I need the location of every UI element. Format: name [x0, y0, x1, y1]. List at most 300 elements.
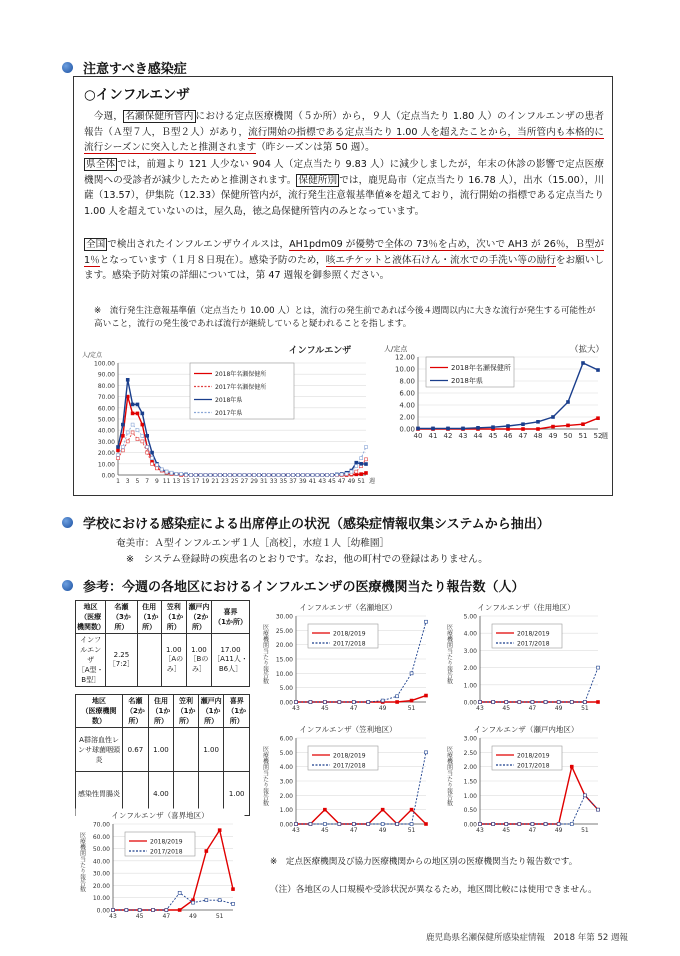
y-tick-label: 0.00 [279, 699, 293, 707]
data-point [311, 474, 314, 477]
data-point [597, 701, 600, 704]
data-point [136, 438, 139, 441]
data-point [340, 473, 343, 476]
table-cell: 感染性胃腸炎 [76, 772, 123, 816]
school-absence-note: ※ システム登録時の疾患名のとおりです。なお，他の町村での登録はありません。 [126, 554, 488, 565]
y-tick-label: 10.00 [394, 365, 415, 374]
data-point [381, 823, 384, 826]
y-tick-label: 0.00 [96, 907, 110, 915]
data-point [175, 472, 178, 475]
y-tick-label: 5.00 [279, 685, 293, 693]
x-tick-label: 13 [172, 478, 181, 485]
data-point [338, 823, 341, 826]
data-point [316, 474, 319, 477]
data-point [151, 451, 154, 454]
data-point [131, 431, 134, 434]
x-tick-label: 51 [407, 827, 416, 834]
data-point [570, 701, 573, 704]
table-cell: 1.00 [224, 772, 250, 816]
data-point [301, 474, 304, 477]
chart-title: インフルエンザ（住用地区） [477, 603, 575, 612]
table1-header-cell: 喜界 （1か所） [212, 601, 250, 634]
x-tick-label: 47 [518, 432, 528, 440]
data-point [323, 808, 326, 811]
legend-label: 2018/2019 [517, 752, 550, 760]
data-point [425, 823, 428, 826]
x-tick-label: 45 [321, 705, 329, 712]
data-point [352, 823, 355, 826]
data-point [277, 474, 280, 477]
x-tick-label: 27 [240, 478, 249, 485]
legend-label: 2017/2018 [517, 762, 550, 770]
x-tick-label: 1 [116, 478, 120, 485]
y-tick-label: 3.00 [463, 735, 477, 743]
y-tick-label: 0.00 [463, 821, 477, 829]
data-point [396, 695, 399, 698]
data-point [507, 425, 510, 428]
chart-title: インフルエンザ [288, 346, 352, 356]
table2-header-cell: 笠利 （1か所） [174, 695, 199, 728]
district-other-table [75, 694, 250, 816]
y-tick-label: 10.00 [275, 670, 293, 678]
x-tick-label: 46 [503, 432, 513, 440]
zoom-influenza-chart [382, 341, 610, 445]
x-tick-label: 17 [191, 478, 200, 485]
data-point [282, 474, 285, 477]
y-tick-label: 50.00 [92, 846, 110, 854]
y-tick-label: 2.00 [279, 792, 293, 800]
x-tick-label: 47 [528, 827, 537, 834]
x-tick-label: 29 [250, 478, 258, 485]
data-point [338, 701, 341, 704]
data-point [131, 423, 134, 426]
x-tick-label: 37 [289, 478, 297, 485]
x-tick-label: 19 [201, 478, 210, 485]
table2-header-cell: 喜界 （1か所） [224, 695, 250, 728]
x-tick-label: 47 [337, 478, 346, 485]
data-point [178, 909, 181, 912]
x-tick-label: 48 [533, 432, 543, 440]
data-point [367, 823, 370, 826]
data-point [146, 446, 149, 449]
x-tick-label: 47 [162, 913, 171, 920]
data-point [597, 369, 600, 372]
legend-label: 2018年名瀬保健所 [215, 371, 267, 378]
data-point [381, 808, 384, 811]
data-point [425, 694, 428, 697]
data-point [238, 474, 241, 477]
bullet-icon [62, 62, 73, 73]
section-heading-district: 参考：今週の各地区におけるインフルエンザの医療機関当たり報告数（人） [62, 576, 524, 595]
data-point [352, 701, 355, 704]
data-point [330, 474, 333, 477]
y-tick-label: 15.00 [275, 656, 293, 664]
table-cell [224, 728, 250, 772]
y-tick-label: 20.00 [275, 642, 293, 650]
x-tick-label: 43 [476, 827, 484, 834]
data-point [204, 474, 207, 477]
chart-title: インフルエンザ（名瀬地区） [299, 603, 397, 612]
table1-header-cell: 瀬戸内 （2か所） [186, 601, 211, 634]
x-tick-label: 42 [443, 432, 453, 440]
bullet-icon [62, 517, 73, 528]
data-point [125, 909, 128, 912]
data-point [112, 909, 115, 912]
data-point [355, 470, 358, 473]
data-point [136, 429, 139, 432]
legend-label: 2018年県 [215, 397, 243, 404]
table-cell [137, 634, 161, 687]
x-tick-label: 51 [581, 827, 589, 834]
data-point [425, 620, 428, 623]
y-tick-label: 30.00 [92, 870, 110, 878]
data-point [345, 472, 348, 475]
y-tick-label: 2.00 [463, 665, 477, 673]
y-tick-label: 50.00 [97, 416, 115, 424]
legend-label: 2017/2018 [333, 640, 366, 648]
x-tick-label: 39 [298, 478, 307, 485]
chart-title: インフルエンザ（喜界地区） [111, 811, 209, 820]
y-tick-label: 70.00 [97, 394, 115, 402]
data-point [381, 699, 384, 702]
table2-header-cell: 瀬戸内 （1か所） [198, 695, 224, 728]
y-tick-label: 4.00 [463, 630, 477, 638]
x-tick-label: 43 [476, 705, 484, 712]
section-heading-notable: 注意すべき感染症 [62, 58, 187, 77]
x-tick-label: 25 [230, 478, 239, 485]
paragraph-2: 県全体 では，前週より 121 人少ない 904 人（定点当たり 9.83 人）に減少しましたが，年末の休診の影響で定点医療機関への受診者が減少したためと推測されます。 保健所別 では，鹿児島市（定点当たり 16.78 人），出水（15.00），川薩（13.57），伊集院（12.33）保健所管内が，流行発生注意報基準値※を超えており，流行開始の指標である定点当たり 1.00 人を超えていないのは，屋久島，徳之島保健所管内のみとなっています。 [84, 159, 605, 217]
data-point [243, 474, 246, 477]
data-point [597, 808, 600, 811]
x-tick-label: 49 [554, 827, 563, 834]
data-point [410, 823, 413, 826]
data-point [447, 427, 450, 430]
y-tick-label: 10.00 [92, 895, 110, 903]
x-tick-label: 49 [378, 827, 387, 834]
legend-label: 2018/2019 [333, 752, 366, 760]
data-point [323, 823, 326, 826]
data-point [146, 434, 149, 437]
data-point [218, 899, 221, 902]
legend-label: 2017年県 [215, 410, 243, 417]
x-tick-label: 5 [135, 478, 140, 485]
data-point [205, 899, 208, 902]
x-tick-label: 49 [554, 705, 563, 712]
y-tick-label: 5.00 [463, 613, 477, 621]
x-tick-label: 45 [321, 827, 329, 834]
data-point [583, 701, 586, 704]
data-point [531, 823, 534, 826]
data-point [228, 474, 231, 477]
data-point [479, 701, 482, 704]
data-point [365, 446, 368, 449]
y-tick-label: 8.00 [399, 377, 415, 386]
data-point [178, 891, 181, 894]
x-tick-label: 3 [125, 478, 130, 485]
table-cell: インフルエンザ ［A型・B型］ [76, 634, 106, 687]
y-axis-label: 医療機関当たり報告数 [261, 624, 269, 684]
table-row [76, 728, 250, 772]
data-point [180, 472, 183, 475]
y-tick-label: 12.00 [394, 353, 415, 362]
x-tick-label: 43 [109, 913, 117, 920]
data-point [165, 470, 168, 473]
legend-label: 2018年県 [451, 377, 483, 385]
data-point [151, 462, 154, 465]
x-axis-label: 週 [601, 432, 608, 440]
data-point [267, 474, 270, 477]
data-point [232, 902, 235, 905]
data-point [518, 823, 521, 826]
data-point [417, 427, 420, 430]
chart-kasari [258, 722, 438, 840]
table2-header-cell: 名瀬 （2か所） [123, 695, 149, 728]
x-axis-label: 週 [369, 478, 376, 485]
data-point [518, 701, 521, 704]
data-point [126, 440, 129, 443]
data-point [292, 474, 295, 477]
data-point [165, 909, 168, 912]
y-tick-label: 1.50 [463, 778, 477, 786]
table-cell: 1.00 [198, 728, 224, 772]
y-tick-label: 40.00 [92, 858, 110, 866]
data-point [396, 823, 399, 826]
y-axis-label: 医療機関当たり報告数 [78, 832, 86, 892]
data-point [170, 471, 173, 474]
table-cell: 2.25 ［7:2］ [106, 634, 137, 687]
y-tick-label: 20.00 [97, 450, 115, 458]
y-tick-label: 20.00 [92, 882, 110, 890]
data-point [552, 416, 555, 419]
data-point [583, 794, 586, 797]
data-point [117, 457, 120, 460]
x-tick-label: 43 [458, 432, 468, 440]
data-point [141, 440, 144, 443]
data-point [131, 403, 134, 406]
table-cell [174, 728, 199, 772]
data-point [567, 424, 570, 427]
x-tick-label: 45 [328, 478, 336, 485]
table1-header-cell: 名瀬 （3か所） [106, 601, 137, 634]
x-tick-label: 45 [135, 913, 144, 920]
data-point [309, 701, 312, 704]
y-tick-label: 3.00 [463, 647, 477, 655]
data-point [117, 449, 120, 452]
data-point [432, 427, 435, 430]
x-tick-label: 45 [488, 432, 498, 440]
y-tick-label: 6.00 [399, 389, 415, 398]
data-point [160, 468, 163, 471]
data-point [209, 474, 212, 477]
y-axis-label: 医療機関当たり報告数 [261, 746, 269, 806]
y-tick-label: 1.00 [279, 807, 293, 815]
y-tick-label: 3.00 [279, 778, 293, 786]
data-point [126, 431, 129, 434]
data-point [396, 701, 399, 704]
y-axis-label: 医療機関当たり報告数 [445, 746, 453, 806]
y-tick-label: 10.00 [97, 461, 115, 469]
chart-kikai [75, 808, 245, 926]
y-tick-label: 100.00 [94, 360, 115, 368]
table-cell: 0.67 [123, 728, 149, 772]
x-tick-label: 49 [548, 432, 558, 440]
school-absence-line: 奄美市：Ａ型インフルエンザ１人［高校］，水痘１人［幼稚園］ [116, 538, 390, 549]
data-point [505, 701, 508, 704]
data-point [232, 888, 235, 891]
y-tick-label: 4.00 [399, 401, 415, 410]
x-tick-label: 43 [318, 478, 327, 485]
data-point [155, 467, 158, 470]
data-point [121, 434, 124, 437]
data-point [272, 474, 275, 477]
x-tick-label: 11 [162, 478, 171, 485]
x-tick-label: 51 [407, 705, 416, 712]
x-tick-label: 33 [269, 478, 278, 485]
footnote-2: （注）各地区の人口規模や受診状況が異なるため，地区間比較には使用できません。 [270, 885, 597, 895]
chart-title: インフルエンザ（笠利地区） [299, 725, 397, 734]
data-point [537, 428, 540, 431]
data-point [258, 474, 261, 477]
data-point [582, 362, 585, 365]
x-tick-label: 7 [145, 478, 150, 485]
table1-header-cell: 地区 （医療機関数） [76, 601, 106, 634]
y-tick-label: 5.00 [279, 749, 293, 757]
y-tick-label: 4.00 [279, 764, 293, 772]
x-tick-label: 21 [211, 478, 220, 485]
y-tick-label: 2.00 [399, 413, 415, 422]
data-point [567, 401, 570, 404]
x-tick-label: 31 [260, 478, 268, 485]
x-tick-label: 51 [357, 478, 365, 485]
data-point [570, 765, 573, 768]
section-heading-school: 学校における感染症による出席停止の状況（感染症情報収集システムから抽出） [62, 513, 550, 532]
legend-label: 2017/2018 [150, 848, 183, 856]
data-point [552, 425, 555, 428]
data-point [117, 446, 120, 449]
threshold-note: ※ 流行発生注意報基準値（定点当たり 10.00 人）とは，流行の発生前であれば今後４週間以内に大きな流行が発生する可能性が高いこと，流行の発生後であれば流行が継続していると疑われることを指します。 [94, 306, 596, 329]
x-tick-label: 23 [221, 478, 229, 485]
y-axis-label: 医療機関当たり報告数 [445, 624, 453, 684]
x-tick-label: 41 [308, 478, 317, 485]
chart-naze [258, 600, 438, 718]
data-point [141, 412, 144, 415]
data-point [410, 808, 413, 811]
table-cell: 1.00 ［Aのみ］ [161, 634, 186, 687]
data-point [507, 428, 510, 431]
main-influenza-chart [80, 341, 380, 493]
y-tick-label: 60.00 [97, 405, 115, 413]
data-point [537, 420, 540, 423]
table1-header-cell: 住用 （1か所） [137, 601, 161, 634]
y-tick-label: 2.00 [463, 764, 477, 772]
y-axis-label: 人/定点 [384, 345, 408, 353]
data-point [136, 412, 139, 415]
data-point [367, 701, 370, 704]
data-point [262, 474, 265, 477]
data-point [365, 458, 368, 461]
data-point [544, 701, 547, 704]
data-point [492, 823, 495, 826]
data-point [582, 423, 585, 426]
y-tick-label: 2.50 [463, 749, 477, 757]
data-point [138, 909, 141, 912]
data-point [522, 423, 525, 426]
y-tick-label: 1.00 [463, 682, 477, 690]
data-point [131, 412, 134, 415]
data-point [335, 474, 338, 477]
y-tick-label: 25.00 [275, 627, 293, 635]
data-point [189, 474, 192, 477]
data-point [309, 823, 312, 826]
data-point [146, 451, 149, 454]
data-point [410, 699, 413, 702]
table-row [76, 634, 250, 687]
table2-header-cell: 地区 （医療機関数） [76, 695, 123, 728]
y-tick-label: 6.00 [279, 735, 293, 743]
page-footer: 鹿児島県名瀬保健所感染症情報 2018 年第 52 週報 [425, 933, 628, 943]
x-tick-label: 47 [528, 705, 537, 712]
data-point [557, 823, 560, 826]
x-tick-label: 15 [182, 478, 190, 485]
table-cell: 1.00 [148, 728, 174, 772]
x-tick-label: 43 [292, 705, 300, 712]
data-point [360, 457, 363, 460]
y-tick-label: 30.00 [97, 438, 115, 446]
y-tick-label: 30.00 [275, 613, 293, 621]
chart-title: （拡大） [569, 345, 605, 355]
data-point [136, 403, 139, 406]
data-point [126, 378, 129, 381]
data-point [185, 474, 188, 477]
y-tick-label: 40.00 [97, 427, 115, 435]
data-point [350, 470, 353, 473]
data-point [492, 426, 495, 429]
data-point [121, 423, 124, 426]
x-tick-label: 43 [292, 827, 300, 834]
data-point [121, 446, 124, 449]
x-tick-label: 9 [154, 478, 159, 485]
y-tick-label: 1.00 [463, 792, 477, 800]
y-tick-label: 0.00 [101, 472, 115, 480]
table-cell: 1.00 ［Bのみ］ [186, 634, 211, 687]
data-point [522, 428, 525, 431]
x-tick-label: 52 [593, 432, 603, 440]
influenza-box [73, 76, 613, 496]
data-point [597, 417, 600, 420]
y-tick-label: 80.00 [97, 382, 115, 390]
data-point [360, 473, 363, 476]
x-tick-label: 49 [347, 478, 356, 485]
data-point [462, 427, 465, 430]
y-tick-label: 70.00 [92, 821, 110, 829]
x-tick-label: 47 [349, 827, 358, 834]
data-point [477, 426, 480, 429]
data-point [151, 457, 154, 460]
data-point [233, 474, 236, 477]
table1-header-cell: 笠利 （1か所） [161, 601, 186, 634]
data-point [425, 751, 428, 754]
x-tick-label: 35 [279, 478, 288, 485]
data-point [192, 901, 195, 904]
data-point [296, 474, 299, 477]
data-point [205, 850, 208, 853]
paragraph-3: 全国 で検出されたインフルエンザウイルスは，AH1pdm09 が優勢で全体の 73％を占め，次いで AH3 が 26％，Ｂ型が 1％となっています（１月８日現在）。感染予防のため，咳エチケットと液体石けん・流水での手洗い等の励行をお願いします。感染予防対策の詳細については，第 47 週報を御参照ください。 [84, 239, 605, 282]
data-point [410, 672, 413, 675]
influenza-heading: ○インフルエンザ [84, 87, 190, 103]
data-point [557, 701, 560, 704]
data-point [326, 474, 329, 477]
y-axis-label: 人/定点 [82, 352, 103, 359]
